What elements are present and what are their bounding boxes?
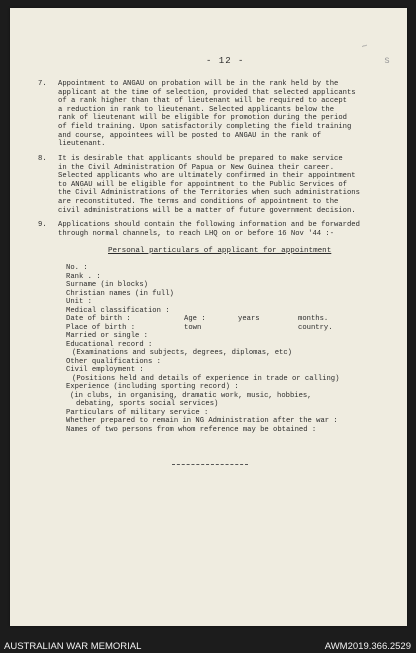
field-married: Married or single : <box>66 332 148 340</box>
field-medical: Medical classification : <box>66 306 170 315</box>
paragraph-number: 9. <box>38 221 47 229</box>
field-experience: Experience (including sporting record) : <box>66 383 239 391</box>
field-remain: Whether prepared to remain in NG Administration after the war : <box>66 417 338 425</box>
document-page <box>10 8 407 626</box>
text-line: applicant at the time of selection, provided that selected applicants <box>58 88 356 97</box>
pencil-mark: ~ <box>360 41 370 54</box>
field-christian-names: Christian names (in full) <box>66 289 174 298</box>
text-line: of field training. Upon satisfactorily completing the field training <box>58 122 352 131</box>
text-line: through normal channels, to reach LHQ on or before 16 Nov '44 :- <box>58 229 335 238</box>
text-line: rank of lieutenant will be eligible for promotion during the period <box>58 114 347 123</box>
paragraph-number: 7. <box>38 80 47 88</box>
text-line: are reconstituted. The terms and conditions of appointment to the <box>58 197 339 206</box>
text-line: Appointment to ANGAU on probation will be in the rank held by the <box>58 80 339 88</box>
field-rank: Rank . : <box>66 272 101 281</box>
text-line: Applications should contain the following information and be forwarded <box>58 221 360 229</box>
field-civil-employment: Civil employment : <box>66 366 144 374</box>
pencil-mark: s <box>384 56 391 67</box>
field-unit: Unit : <box>66 298 92 306</box>
field-other-qualifications: Other qualifications : <box>66 357 161 366</box>
field-months: months. <box>298 315 329 323</box>
text-line: in the Civil Administration Of Papua or New Guinea their career. <box>58 163 335 172</box>
field-no: No. : <box>66 264 88 272</box>
footer-credit: AUSTRALIAN WAR MEMORIAL <box>4 641 142 652</box>
field-experience-detail: debating, sports social services) <box>76 400 219 408</box>
text-line: the Civil Administrations of the Territories when such administrations <box>58 189 360 198</box>
field-country: country. <box>298 323 333 332</box>
text-line: Selected applicants who are ultimately confirmed in their appointment <box>58 172 356 181</box>
field-surname: Surname (in blocks) <box>66 281 148 289</box>
particulars-form <box>66 264 386 434</box>
text-line: It is desirable that applicants should be prepared to make service <box>58 155 343 163</box>
footer-accession-number: AWM2019.366.2529 <box>324 641 411 652</box>
text-line: civil administrations will be a matter of future government decision. <box>58 206 356 215</box>
field-age: Age : <box>184 315 206 323</box>
text-line: lieutenant. <box>58 140 106 149</box>
field-references: Names of two persons from whom reference may be obtained : <box>66 425 317 434</box>
field-years: years <box>238 315 260 323</box>
field-education-detail: (Examinations and subjects, degrees, diplomas, etc) <box>72 349 292 357</box>
text-line: a reduction in rank to lieutenant. Selected applicants below the <box>58 105 335 114</box>
text-line: to ANGAU will be eligible for appointment to the Public Services of <box>58 180 347 189</box>
field-pob: Place of birth : <box>66 323 136 332</box>
field-education: Educational record : <box>66 340 153 349</box>
field-dob: Date of birth : <box>66 315 131 323</box>
form-heading: Personal particulars of applicant for appointment <box>108 247 332 255</box>
field-military: Particulars of military service : <box>66 408 209 417</box>
end-rule <box>172 464 248 466</box>
text-line: of a rank higher than that of lieutenant will be required to accept <box>58 97 347 106</box>
field-experience-detail: (in clubs, in organising, dramatic work, music, hobbies, <box>70 391 312 400</box>
paragraph-number: 8. <box>38 155 47 163</box>
field-civil-detail: (Positions held and details of experience in trade or calling) <box>72 374 340 383</box>
text-line: and course, appointees will be posted to ANGAU in the rank of <box>58 131 322 140</box>
field-town: town <box>184 323 202 332</box>
page-number: - 12 - <box>206 56 245 66</box>
